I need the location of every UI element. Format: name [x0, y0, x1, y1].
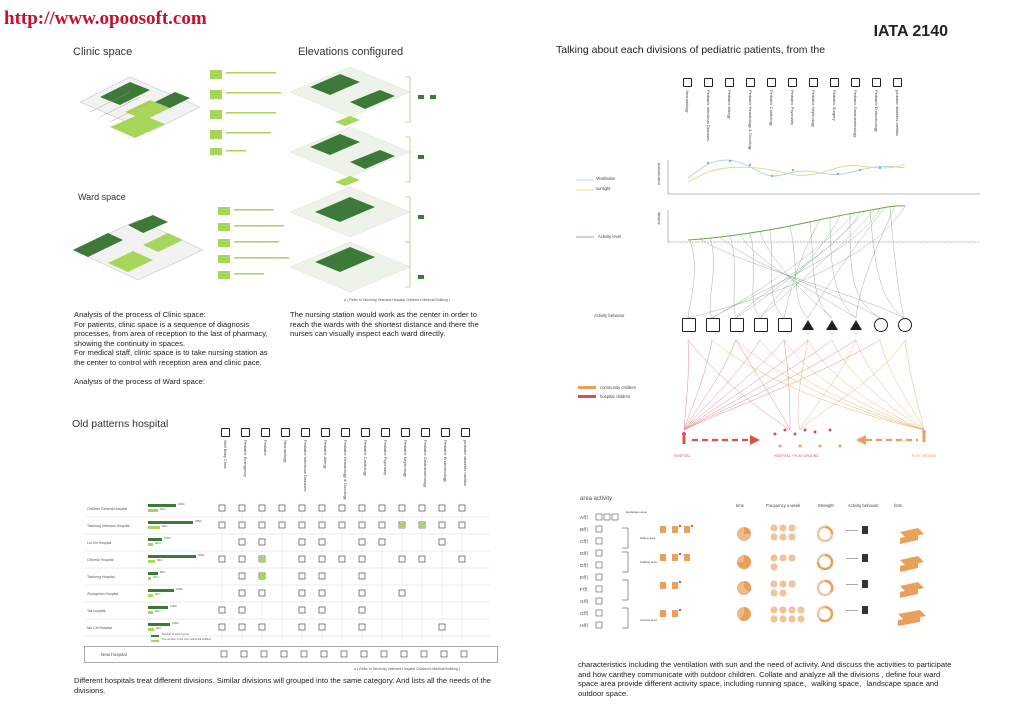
area-row-label: A组	[580, 516, 588, 521]
legend-children-rooms: The number of the room about the children	[162, 638, 212, 641]
area-row-label: F组	[580, 588, 588, 593]
area-activity-text: characteristics including the ventilation with sun and the need of activity. And discuss the activities to participate and how canthey communicate with outdoor children. Collate and analyze all the divisions , define four ward space area provide different activity space, including running space、walking space、landscape space and outdoor space.	[578, 660, 952, 698]
old-patterns-title: Old patterns hospital	[72, 418, 169, 430]
ward-space-title: Ward space	[78, 192, 126, 202]
playground-label: PLAY GROUND	[912, 454, 937, 458]
room-count: 2Rm	[155, 593, 161, 596]
refer-note-2: ● ( Refer to Taichung Veterans Hospital Children's Medical Building )	[354, 667, 461, 671]
division-label: Pediatric Allergy	[323, 440, 328, 469]
division-label: Pediatric Allergy	[727, 90, 732, 119]
room-count: 6Rm	[162, 525, 168, 528]
division-label: Pediatric Nephrology	[403, 440, 408, 478]
division-label: Pediatric Gastroenterology	[853, 90, 858, 138]
room-count: 14Rm	[172, 622, 179, 625]
activity-level-label: Activity level	[598, 234, 622, 239]
division-label: Pediatric Cardiology	[363, 440, 368, 476]
col-header: form	[894, 503, 903, 508]
room-count: 12Rm	[170, 605, 177, 608]
clinic-analysis-text: Analysis of the process of Clinic space: For patients, clinic space is a sequence of diagnosis processes, from area of reception to the last of pharmacy, showing the continuity in spaces. For medical staff, clinic space is to take nursing station as the center to control with reception area and clinic pace. Analysis of the process of Ward space:	[74, 310, 268, 387]
activity-icon	[730, 318, 744, 332]
division-label: Neonatology	[685, 90, 690, 113]
division-label: Pediatric Gastroenterology	[423, 440, 428, 488]
hospital-ground-label: HOSPITAL	[674, 454, 691, 458]
division-label: Pediatric Surgery	[832, 90, 837, 121]
room-count: 4Rm	[160, 508, 166, 511]
division-label: Pediatric	[263, 440, 268, 456]
area-row-label: B组	[580, 528, 588, 533]
clinic-space-title: Clinic space	[73, 46, 133, 58]
room-count: 20Rm	[178, 503, 185, 506]
col-header: time	[736, 503, 744, 508]
division-label: Pediatric Infectious Diseases	[706, 90, 711, 142]
room-count: 10Rm	[164, 537, 171, 540]
environment-axis-label: environment	[656, 163, 661, 186]
division-label: Pediatric Psychiatry	[383, 440, 388, 476]
nursing-station-text: The nursing station would work as the center in order to reach the wards with the shortest distance and there the nurses can visually inspect each ward directly.	[290, 310, 479, 339]
legend-clinic-rooms: Number of clinic rooms	[162, 633, 189, 636]
hospital-name: Taichung Veterans Hospital	[87, 524, 130, 528]
activity-axis-label: Activity	[656, 212, 661, 225]
col-header: Activity behavior	[848, 503, 879, 508]
activity-behavior-icons	[680, 318, 920, 338]
hospital-name: Zhongshan Hospital	[87, 592, 119, 596]
area-activity-table	[580, 503, 960, 640]
hospital-children-label: hospital children	[600, 394, 631, 399]
room-count: 2Rm	[155, 542, 161, 545]
area-row-label: G组	[580, 600, 589, 605]
division-label: Pediatric Nephrology	[811, 90, 816, 128]
division-label: Well Baby Clinic	[223, 440, 228, 469]
group-label: running area	[640, 618, 657, 622]
room-count: 16Rm	[176, 588, 183, 591]
activity-icon	[778, 318, 792, 332]
area-row-label: H组	[580, 624, 589, 629]
division-label: Pediatric Endocrinology	[874, 90, 879, 133]
division-label: Pediatric Infectious Diseases	[303, 440, 308, 492]
warning-triangle-icon	[826, 320, 838, 330]
area-row-label: E组	[580, 576, 588, 581]
activity-icon	[874, 318, 888, 332]
area-row-label: C组	[580, 540, 589, 545]
new-hospital-label: New hospital	[101, 652, 127, 657]
room-count: 1Rm	[153, 576, 159, 579]
division-label: Neonatology	[283, 440, 288, 463]
division-label: Pediatric Hematology & Oncology	[343, 440, 348, 500]
division-label: Pediatric Cardiology	[769, 90, 774, 126]
refer-note-1: ● ( Refer to Taichung Veterans Hospital Children's Medical Building )	[344, 298, 451, 302]
division-label: pediatric diabetes mellitus	[895, 90, 900, 137]
group-label: walking area	[640, 560, 657, 564]
activity-icon	[898, 318, 912, 332]
warning-triangle-icon	[850, 320, 862, 330]
hospital-name: Taichong Hospital	[87, 575, 115, 579]
elevations-title: Elevations configured	[298, 46, 404, 58]
hospital-name: Tali hospital	[87, 609, 106, 613]
page-code: IATA 2140	[873, 23, 948, 40]
ventilation-label: Ventilation	[596, 176, 616, 181]
division-label: Pediatric Hematology & Oncology	[748, 90, 753, 150]
division-label: pediatric diabetes mellitus	[463, 440, 468, 487]
activity-icon	[682, 318, 696, 332]
area-row-label: G组	[580, 612, 589, 617]
room-count: 3Rm	[156, 627, 162, 630]
division-label: Pediatric Psychiatry	[790, 90, 795, 126]
hospital-name: Children General Hospital	[87, 507, 128, 511]
hospital-name: Chinese Hospital	[87, 558, 114, 562]
division-label: Pediatric Emergency	[243, 440, 248, 477]
activity-icon	[754, 318, 768, 332]
hospital-name: Niu Chi Hospital	[87, 626, 113, 630]
activity-icon	[706, 318, 720, 332]
community-children-label: community children	[600, 385, 637, 390]
room-count: 30Rm	[198, 554, 205, 557]
room-count: 8Rm	[160, 571, 166, 574]
activity-behavior-label: Activity behavior	[594, 313, 625, 318]
group-label: sliding area	[640, 536, 656, 540]
sunlight-label: sunlight	[596, 186, 611, 191]
warning-triangle-icon	[802, 320, 814, 330]
watermark: http://www.opoosoft.com	[4, 8, 207, 29]
col-header: Strength	[818, 503, 834, 508]
hospital-playground-label: HOSPITAL + PLAY GROUND	[774, 454, 819, 458]
room-count: 3Rm	[157, 559, 163, 562]
hospital-name: Lin Xin Hospital	[87, 541, 112, 545]
area-row-label: D组	[580, 564, 589, 569]
right-title: Talking about each divisions of pediatric patients, from the	[556, 44, 826, 56]
old-patterns-text: Different hospitals treat different divisions. Similar divisions will grouped into the same category. And lists all the needs of the divisions.	[74, 676, 492, 695]
group-label: landscape area	[626, 510, 647, 514]
room-count: 28Rm	[195, 520, 202, 523]
area-activity-title: area activity	[580, 496, 613, 502]
room-count: 2Rm	[155, 610, 161, 613]
col-header: Frequency a week	[766, 503, 801, 508]
area-row-label: D组	[580, 552, 589, 557]
division-label: Pediatric Endocrinology	[443, 440, 448, 483]
